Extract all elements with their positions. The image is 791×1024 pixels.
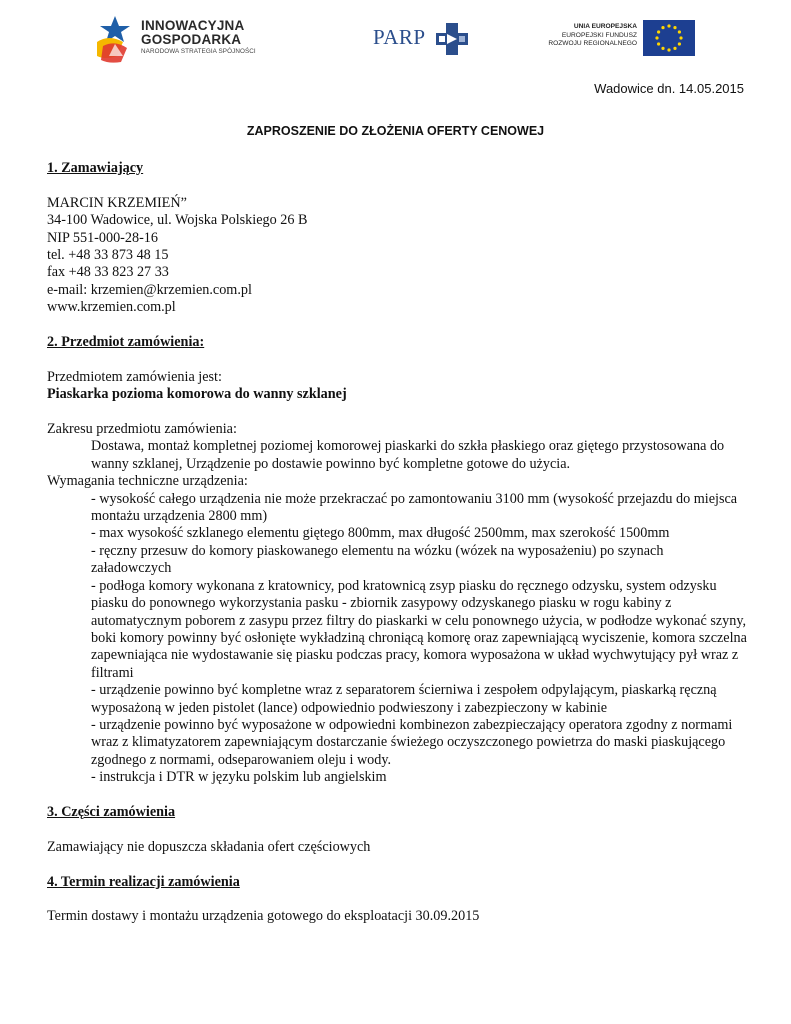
- logo-line-strategia: NARODOWA STRATEGIA SPÓJNOŚCI: [141, 48, 256, 55]
- section4-text: Termin dostawy i montażu urządzenia gotowego do eksploatacji 30.09.2015: [47, 908, 480, 925]
- requirement-item: - urządzenie powinno być kompletne wraz z separatorem ścierniwa i zespołem odpylającym, piaskarką ręczną wyposażoną w jeden pistolet (lance) odpowiednio podwieszony i zabezpieczony w kabinie: [91, 682, 717, 716]
- eu-logo-line-1: UNIA EUROPEJSKA: [573, 23, 637, 30]
- eu-logo: [540, 20, 695, 60]
- requirement-item: - wysokość całego urządzenia nie może przekraczać po zamontowaniu 3100 mm (wysokość przejazdu do miejsca montażu urządzenia 2800 mm): [91, 490, 738, 525]
- eu-logo-line-2: EUROPEJSKI FUNDUSZ: [561, 31, 637, 39]
- parp-logo-text: PARP: [373, 25, 426, 49]
- subject-title: Piaskarka pozioma komorowa do wanny szklanej: [47, 386, 347, 403]
- innowacyjna-gospodarka-emblem-icon: [95, 12, 139, 66]
- document-body: [47, 160, 747, 926]
- document-date: Wadowice dn. 14.05.2015: [594, 81, 744, 96]
- subject-intro: Przedmiotem zamówienia jest:: [47, 368, 222, 385]
- contractor-name: MARCIN KRZEMIEŃ”: [47, 194, 187, 211]
- logo-line-innowacyjna: INNOWACYJNA: [141, 18, 245, 33]
- requirement-item: - instrukcja i DTR w języku polskim lub angielskim: [91, 769, 387, 786]
- contractor-nip: NIP 551-000-28-16: [47, 229, 158, 246]
- innowacyjna-gospodarka-logo: [95, 12, 265, 66]
- contractor-website: www.krzemien.com.pl: [47, 299, 176, 316]
- section3-heading: 3. Części zamówienia: [47, 803, 176, 820]
- contractor-address: 34-100 Wadowice, ul. Wojska Polskiego 26 B: [47, 212, 308, 229]
- contractor-email: e-mail: krzemien@krzemien.com.pl: [47, 281, 252, 298]
- eu-logo-line-3: ROZWOJU REGIONALNEGO: [548, 40, 637, 47]
- eu-flag-icon: [643, 20, 695, 56]
- section4-heading: 4. Termin realizacji zamówienia: [47, 873, 240, 890]
- page-header: [0, 0, 791, 80]
- contractor-phone: tel. +48 33 873 48 15: [47, 247, 169, 264]
- document-title: ZAPROSZENIE DO ZŁOŻENIA OFERTY CENOWEJ: [246, 124, 545, 138]
- requirements-label: Wymagania techniczne urządzenia:: [47, 473, 248, 490]
- requirement-item: - max wysokość szklanego elementu giętego 800mm, max długość 2500mm, max szerokość 1500mm: [91, 525, 670, 542]
- logo-line-gospodarka: GOSPODARKA: [141, 32, 242, 47]
- requirement-item: - ręczny przesuw do komory piaskowanego elementu na wózku (wózek na wyposażeniu) po szynach załadowczych: [91, 542, 664, 577]
- section2-heading: 2. Przedmiot zamówienia:: [47, 334, 205, 351]
- scope-text: Dostawa, montaż kompletnej poziomej komorowej piaskarki do szkła płaskiego oraz giętego przystosowana do wanny szklanej, Urządzenie po dostawie powinno być kompletne gotowe do użycia.: [91, 438, 725, 472]
- scope-label: Zakresu przedmiotu zamówienia:: [47, 421, 237, 438]
- section3-text: Zamawiający nie dopuszcza składania ofert częściowych: [47, 838, 371, 855]
- parp-arrows-icon: [435, 22, 469, 56]
- contractor-fax: fax +48 33 823 27 33: [47, 264, 169, 281]
- requirement-item: - urządzenie powinno być wyposażone w odpowiedni kombinezon zabezpieczający operatora zgodny z normami wraz z klimatyzatorem zapewniającym dostarczanie świeżego oczyszczonego powietrza do maski piaskującego zgodnego z normami, odseparowaniem oleju i wody.: [91, 716, 733, 768]
- requirement-item: - podłoga komory wykonana z kratownicy, pod kratownicą zsyp piasku do ręcznego odzysku, system odzysku piasku do ponownego wykorzystania pasku - zbiornik zasypowy odzyskanego piasku w rogu kabiny z automatycznym poborem z zasypu przez filtry do piaskarki w celu ponownego użycia, w podłodze wykonać szyny, boki komory powinny być osłonięte wykładziną chroniącą komorę oraz zapewniającą wyciszenie, komora szczelna zapewniająca nie wydostawanie się piasku podczas pracy, komora wyposażona w układ wychwytujący pył wraz z filtrami: [91, 577, 747, 681]
- section1-heading: 1. Zamawiający: [47, 160, 144, 176]
